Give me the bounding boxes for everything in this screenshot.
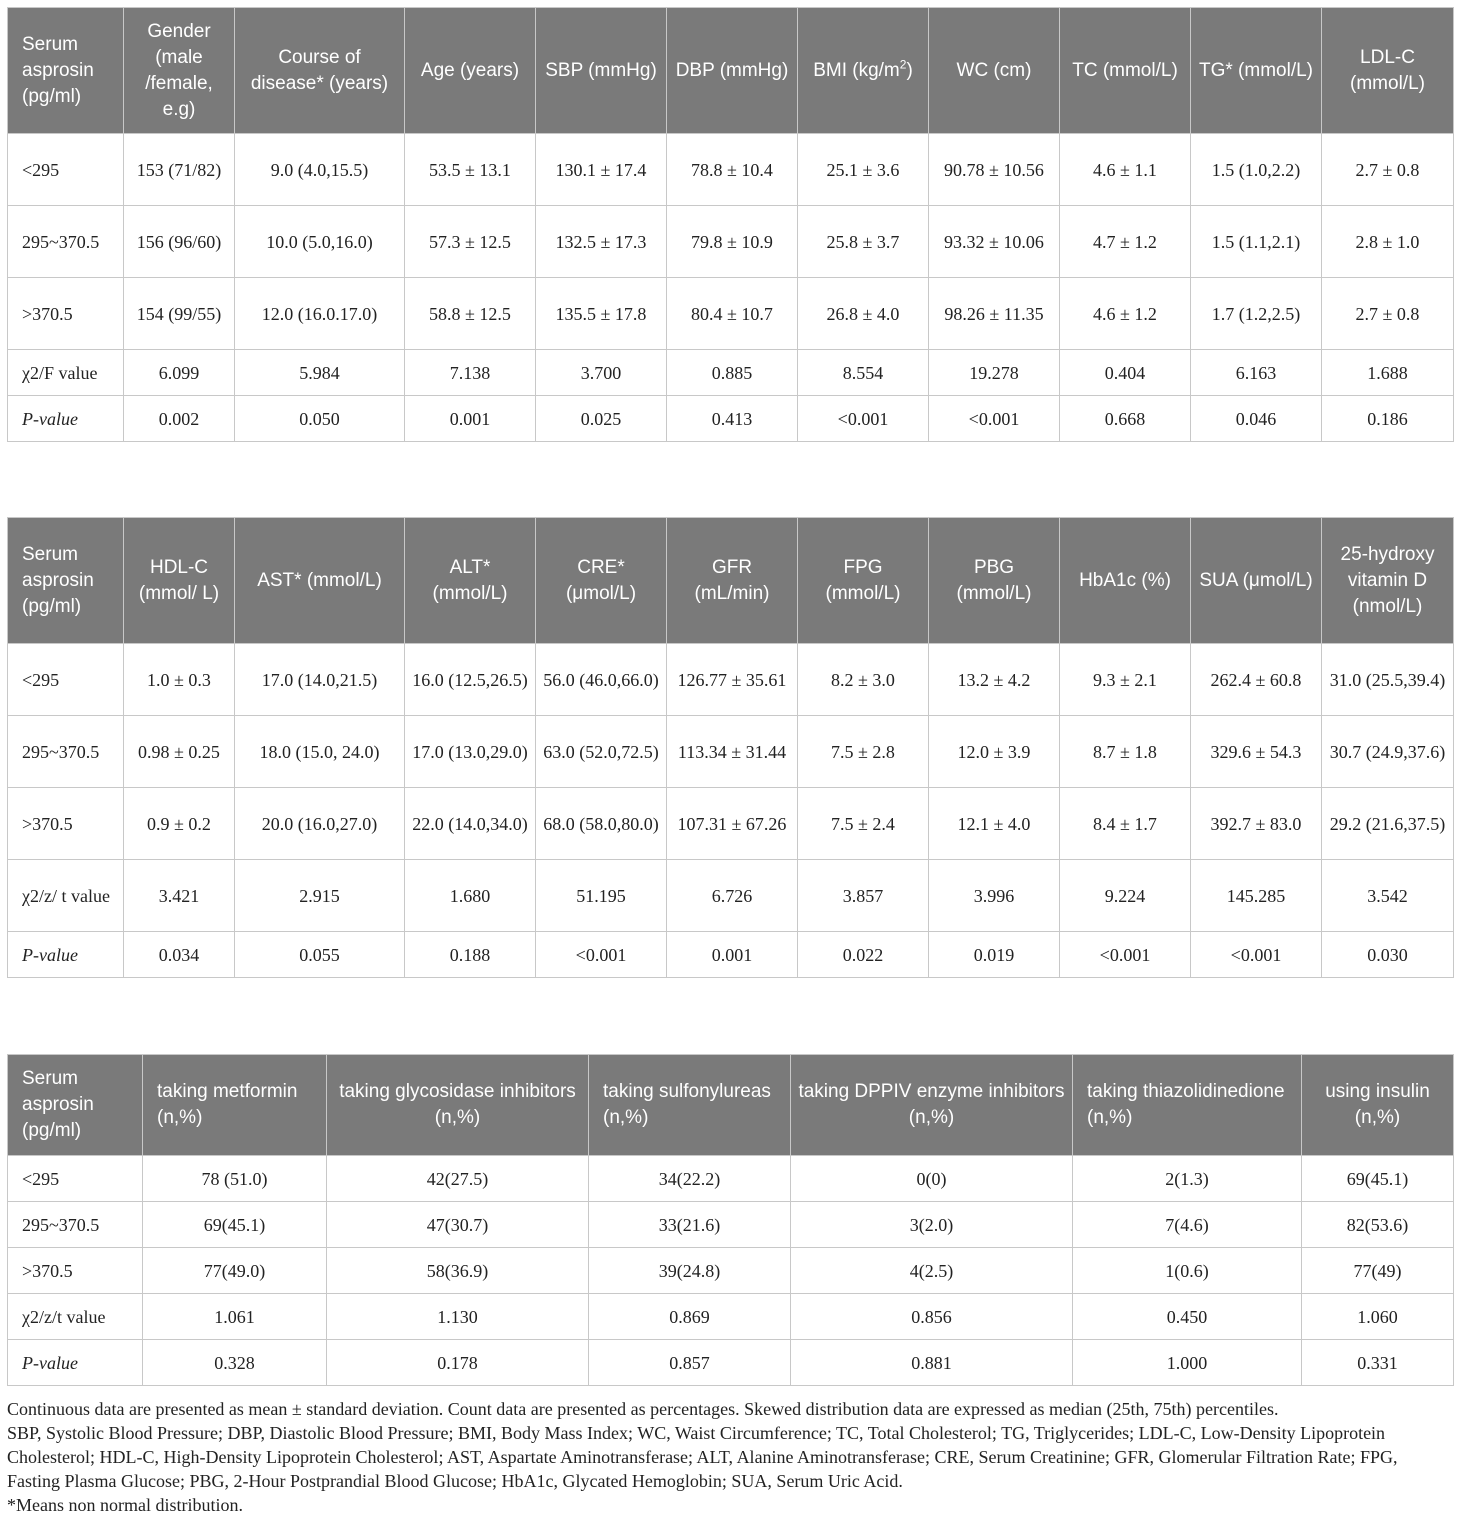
table-cell: 0.030 bbox=[1322, 932, 1454, 978]
table-cell: 156 (96/60) bbox=[124, 206, 235, 278]
table-cell: 34(22.2) bbox=[589, 1156, 791, 1202]
table-row bbox=[8, 644, 1454, 716]
table-cell: 58.8 ± 12.5 bbox=[405, 278, 536, 350]
table-cell: 6.726 bbox=[667, 860, 798, 932]
table-row bbox=[8, 1294, 1454, 1340]
row-label: χ2/z/t value bbox=[8, 1294, 143, 1340]
table-cell: 25.1 ± 3.6 bbox=[798, 134, 929, 206]
table-cell: 63.0 (52.0,72.5) bbox=[536, 716, 667, 788]
table-cell: 12.0 ± 3.9 bbox=[929, 716, 1060, 788]
table-cell: 16.0 (12.5,26.5) bbox=[405, 644, 536, 716]
table-cell: 126.77 ± 35.61 bbox=[667, 644, 798, 716]
table-cell: 12.0 (16.0.17.0) bbox=[235, 278, 405, 350]
table-1-header: Course of disease* (years) bbox=[235, 8, 405, 134]
table-1-header: WC (cm) bbox=[929, 8, 1060, 134]
table-cell: 31.0 (25.5,39.4) bbox=[1322, 644, 1454, 716]
table-2-header: HDL-C (mmol/ L) bbox=[124, 518, 235, 644]
table-1-header: Serum asprosin (pg/ml) bbox=[8, 8, 124, 134]
table-cell: 1.7 (1.2,2.5) bbox=[1191, 278, 1322, 350]
table-cell: 1(0.6) bbox=[1073, 1248, 1302, 1294]
table-cell: 12.1 ± 4.0 bbox=[929, 788, 1060, 860]
table-cell: 0.450 bbox=[1073, 1294, 1302, 1340]
table-2-header-row bbox=[8, 518, 1454, 644]
table-cell: 3.542 bbox=[1322, 860, 1454, 932]
table-3-header: taking sulfonylureas (n,%) bbox=[589, 1055, 791, 1156]
table-cell: 107.31 ± 67.26 bbox=[667, 788, 798, 860]
table-cell: 0.188 bbox=[405, 932, 536, 978]
table-cell: 9.224 bbox=[1060, 860, 1191, 932]
table-2-header: CRE* (μmol/L) bbox=[536, 518, 667, 644]
table-1-header: Age (years) bbox=[405, 8, 536, 134]
table-cell: 1.688 bbox=[1322, 350, 1454, 396]
table-cell: 4.6 ± 1.2 bbox=[1060, 278, 1191, 350]
table-3-header: Serum asprosin (pg/ml) bbox=[8, 1055, 143, 1156]
table-cell: 57.3 ± 12.5 bbox=[405, 206, 536, 278]
table-2-header: Serum asprosin (pg/ml) bbox=[8, 518, 124, 644]
table-1-header: LDL-C (mmol/L) bbox=[1322, 8, 1454, 134]
table-cell: 0.885 bbox=[667, 350, 798, 396]
table-3-header: taking metformin (n,%) bbox=[143, 1055, 327, 1156]
table-cell: 33(21.6) bbox=[589, 1202, 791, 1248]
table-cell: 3.857 bbox=[798, 860, 929, 932]
table-1-header: SBP (mmHg) bbox=[536, 8, 667, 134]
footnote-abbreviations: SBP, Systolic Blood Pressure; DBP, Diastolic Blood Pressure; BMI, Body Mass Index; WC, Waist Circumference; TC, Total Cholesterol; TG, Triglycerides; LDL-C, Low-Density Lipoprotein Cholesterol; HDL-C, High-Density Lipoprotein Cholesterol; AST, Aspartate Aminotransferase; ALT, Alanine Aminotransferase; CRE, Serum Creatinine; GFR, Glomerular Filtration Rate; FPG, Fasting Plasma Glucose; PBG, 2-Hour Postprandial Blood Glucose; HbA1c, Glycated Hemoglobin; SUA, Serum Uric Acid. bbox=[7, 1423, 1398, 1491]
table-cell: 0.869 bbox=[589, 1294, 791, 1340]
table-cell: 69(45.1) bbox=[143, 1202, 327, 1248]
row-label: P-value bbox=[8, 396, 124, 442]
table-cell: 0.050 bbox=[235, 396, 405, 442]
table-cell: 10.0 (5.0,16.0) bbox=[235, 206, 405, 278]
table-row bbox=[8, 396, 1454, 442]
table-cell: 0.328 bbox=[143, 1340, 327, 1386]
table-3 bbox=[7, 1054, 1454, 1386]
table-cell: 0.046 bbox=[1191, 396, 1322, 442]
table-row bbox=[8, 1340, 1454, 1386]
row-label: χ2/z/ t value bbox=[8, 860, 124, 932]
table-3-header: taking thiazolidinedione (n,%) bbox=[1073, 1055, 1302, 1156]
table-row bbox=[8, 1248, 1454, 1294]
table-cell: 1.000 bbox=[1073, 1340, 1302, 1386]
table-cell: 4.7 ± 1.2 bbox=[1060, 206, 1191, 278]
table-cell: 78.8 ± 10.4 bbox=[667, 134, 798, 206]
row-label: 295~370.5 bbox=[8, 716, 124, 788]
table-cell: <0.001 bbox=[536, 932, 667, 978]
table-cell: 51.195 bbox=[536, 860, 667, 932]
table-cell: 17.0 (14.0,21.5) bbox=[235, 644, 405, 716]
row-label: >370.5 bbox=[8, 1248, 143, 1294]
table-cell: 13.2 ± 4.2 bbox=[929, 644, 1060, 716]
table-cell: 79.8 ± 10.9 bbox=[667, 206, 798, 278]
table-cell: 0.178 bbox=[327, 1340, 589, 1386]
table-3-header-row bbox=[8, 1055, 1454, 1156]
table-cell: 2.7 ± 0.8 bbox=[1322, 278, 1454, 350]
table-row bbox=[8, 206, 1454, 278]
table-row bbox=[8, 716, 1454, 788]
table-cell: 93.32 ± 10.06 bbox=[929, 206, 1060, 278]
table-2-header: GFR (mL/min) bbox=[667, 518, 798, 644]
table-cell: 5.984 bbox=[235, 350, 405, 396]
row-label: 295~370.5 bbox=[8, 1202, 143, 1248]
table-row bbox=[8, 932, 1454, 978]
row-label: P-value bbox=[8, 1340, 143, 1386]
table-row bbox=[8, 860, 1454, 932]
table-cell: 0.98 ± 0.25 bbox=[124, 716, 235, 788]
table-cell: 69(45.1) bbox=[1302, 1156, 1454, 1202]
table-cell: <0.001 bbox=[1191, 932, 1322, 978]
table-cell: 1.680 bbox=[405, 860, 536, 932]
table-cell: 0.413 bbox=[667, 396, 798, 442]
table-cell: 262.4 ± 60.8 bbox=[1191, 644, 1322, 716]
table-2-header: PBG (mmol/L) bbox=[929, 518, 1060, 644]
table-cell: <0.001 bbox=[929, 396, 1060, 442]
table-cell: 90.78 ± 10.56 bbox=[929, 134, 1060, 206]
table-cell: <0.001 bbox=[798, 396, 929, 442]
table-cell: 0.404 bbox=[1060, 350, 1191, 396]
table-2-header: HbA1c (%) bbox=[1060, 518, 1191, 644]
table-cell: 53.5 ± 13.1 bbox=[405, 134, 536, 206]
table-cell: 78 (51.0) bbox=[143, 1156, 327, 1202]
table-cell: 0.034 bbox=[124, 932, 235, 978]
table-cell: 1.061 bbox=[143, 1294, 327, 1340]
table-1-header: Gender (male /female, e.g) bbox=[124, 8, 235, 134]
row-label: 295~370.5 bbox=[8, 206, 124, 278]
table-cell: 113.34 ± 31.44 bbox=[667, 716, 798, 788]
table-cell: 68.0 (58.0,80.0) bbox=[536, 788, 667, 860]
table-cell: 4(2.5) bbox=[791, 1248, 1073, 1294]
table-3-header: using insulin (n,%) bbox=[1302, 1055, 1454, 1156]
table-cell: 8.4 ± 1.7 bbox=[1060, 788, 1191, 860]
table-cell: 1.0 ± 0.3 bbox=[124, 644, 235, 716]
table-row bbox=[8, 278, 1454, 350]
table-cell: 58(36.9) bbox=[327, 1248, 589, 1294]
table-cell: 3.700 bbox=[536, 350, 667, 396]
row-label: χ2/F value bbox=[8, 350, 124, 396]
table-1-header: TC (mmol/L) bbox=[1060, 8, 1191, 134]
table-cell: 0.881 bbox=[791, 1340, 1073, 1386]
table-cell: 2.915 bbox=[235, 860, 405, 932]
table-cell: 135.5 ± 17.8 bbox=[536, 278, 667, 350]
table-cell: 145.285 bbox=[1191, 860, 1322, 932]
footnote-asterisk: *Means non normal distribution. bbox=[7, 1495, 243, 1515]
bmi-close: ) bbox=[906, 59, 913, 81]
table-1-header: TG* (mmol/L) bbox=[1191, 8, 1322, 134]
table-cell: 0.055 bbox=[235, 932, 405, 978]
table-cell: 2(1.3) bbox=[1073, 1156, 1302, 1202]
table-cell: 3(2.0) bbox=[791, 1202, 1073, 1248]
table-cell: 0.022 bbox=[798, 932, 929, 978]
table-cell: 56.0 (46.0,66.0) bbox=[536, 644, 667, 716]
table-cell: 0.001 bbox=[667, 932, 798, 978]
row-label: <295 bbox=[8, 644, 124, 716]
table-cell: 329.6 ± 54.3 bbox=[1191, 716, 1322, 788]
row-label: >370.5 bbox=[8, 788, 124, 860]
bmi-label: BMI (kg/m bbox=[813, 59, 900, 81]
table-cell: 3.421 bbox=[124, 860, 235, 932]
table-cell: 80.4 ± 10.7 bbox=[667, 278, 798, 350]
table-cell: 3.996 bbox=[929, 860, 1060, 932]
table-cell: 98.26 ± 11.35 bbox=[929, 278, 1060, 350]
table-cell: 0.001 bbox=[405, 396, 536, 442]
table-cell: 154 (99/55) bbox=[124, 278, 235, 350]
bmi-superscript: 2 bbox=[899, 57, 907, 72]
table-cell: 0(0) bbox=[791, 1156, 1073, 1202]
table-3-header: taking DPPIV enzyme inhibitors (n,%) bbox=[791, 1055, 1073, 1156]
table-2 bbox=[7, 517, 1454, 978]
table-cell: 77(49.0) bbox=[143, 1248, 327, 1294]
table-cell: 392.7 ± 83.0 bbox=[1191, 788, 1322, 860]
table-cell: 20.0 (16.0,27.0) bbox=[235, 788, 405, 860]
table-cell: 47(30.7) bbox=[327, 1202, 589, 1248]
table-cell: 25.8 ± 3.7 bbox=[798, 206, 929, 278]
table-cell: 8.2 ± 3.0 bbox=[798, 644, 929, 716]
table-2-header: FPG (mmol/L) bbox=[798, 518, 929, 644]
table-cell: 153 (71/82) bbox=[124, 134, 235, 206]
table-cell: 7.5 ± 2.4 bbox=[798, 788, 929, 860]
table-cell: 0.331 bbox=[1302, 1340, 1454, 1386]
table-cell: 29.2 (21.6,37.5) bbox=[1322, 788, 1454, 860]
table-cell: 0.857 bbox=[589, 1340, 791, 1386]
table-cell: 132.5 ± 17.3 bbox=[536, 206, 667, 278]
table-2-header: AST* (mmol/L) bbox=[235, 518, 405, 644]
table-cell: 6.163 bbox=[1191, 350, 1322, 396]
table-1-header-bmi bbox=[798, 8, 929, 134]
table-row bbox=[8, 134, 1454, 206]
table-2-header: ALT* (mmol/L) bbox=[405, 518, 536, 644]
table-cell: <0.001 bbox=[1060, 932, 1191, 978]
table-row bbox=[8, 788, 1454, 860]
table-cell: 0.668 bbox=[1060, 396, 1191, 442]
table-cell: 7.5 ± 2.8 bbox=[798, 716, 929, 788]
table-cell: 22.0 (14.0,34.0) bbox=[405, 788, 536, 860]
table-row bbox=[8, 1156, 1454, 1202]
table-2-header: 25-hydroxy vitamin D (nmol/L) bbox=[1322, 518, 1454, 644]
table-cell: 9.0 (4.0,15.5) bbox=[235, 134, 405, 206]
table-cell: 0.025 bbox=[536, 396, 667, 442]
table-cell: 1.060 bbox=[1302, 1294, 1454, 1340]
row-label: <295 bbox=[8, 134, 124, 206]
table-cell: 0.019 bbox=[929, 932, 1060, 978]
table-cell: 26.8 ± 4.0 bbox=[798, 278, 929, 350]
table-cell: 18.0 (15.0, 24.0) bbox=[235, 716, 405, 788]
table-cell: 0.9 ± 0.2 bbox=[124, 788, 235, 860]
table-footnotes bbox=[7, 1397, 1453, 1517]
table-cell: 7(4.6) bbox=[1073, 1202, 1302, 1248]
table-cell: 7.138 bbox=[405, 350, 536, 396]
table-cell: 0.002 bbox=[124, 396, 235, 442]
table-cell: 17.0 (13.0,29.0) bbox=[405, 716, 536, 788]
table-cell: 9.3 ± 2.1 bbox=[1060, 644, 1191, 716]
row-label: <295 bbox=[8, 1156, 143, 1202]
table-cell: 1.5 (1.0,2.2) bbox=[1191, 134, 1322, 206]
table-cell: 1.5 (1.1,2.1) bbox=[1191, 206, 1322, 278]
table-cell: 30.7 (24.9,37.6) bbox=[1322, 716, 1454, 788]
row-label: P-value bbox=[8, 932, 124, 978]
table-cell: 77(49) bbox=[1302, 1248, 1454, 1294]
table-cell: 2.8 ± 1.0 bbox=[1322, 206, 1454, 278]
table-1-header-row bbox=[8, 8, 1454, 134]
footnote-statistics: Continuous data are presented as mean ± standard deviation. Count data are presented as percentages. Skewed distribution data are expressed as median (25th, 75th) percentiles. bbox=[7, 1399, 1279, 1419]
table-row bbox=[8, 1202, 1454, 1248]
row-label: >370.5 bbox=[8, 278, 124, 350]
table-cell: 8.554 bbox=[798, 350, 929, 396]
table-cell: 42(27.5) bbox=[327, 1156, 589, 1202]
table-cell: 1.130 bbox=[327, 1294, 589, 1340]
table-cell: 0.856 bbox=[791, 1294, 1073, 1340]
table-row bbox=[8, 350, 1454, 396]
table-1-header: DBP (mmHg) bbox=[667, 8, 798, 134]
table-3-header: taking glycosidase inhibitors (n,%) bbox=[327, 1055, 589, 1156]
table-2-header: SUA (μmol/L) bbox=[1191, 518, 1322, 644]
table-cell: 19.278 bbox=[929, 350, 1060, 396]
table-cell: 82(53.6) bbox=[1302, 1202, 1454, 1248]
table-1 bbox=[7, 7, 1454, 442]
table-cell: 4.6 ± 1.1 bbox=[1060, 134, 1191, 206]
table-cell: 39(24.8) bbox=[589, 1248, 791, 1294]
table-cell: 8.7 ± 1.8 bbox=[1060, 716, 1191, 788]
table-cell: 6.099 bbox=[124, 350, 235, 396]
table-cell: 2.7 ± 0.8 bbox=[1322, 134, 1454, 206]
table-cell: 0.186 bbox=[1322, 396, 1454, 442]
table-cell: 130.1 ± 17.4 bbox=[536, 134, 667, 206]
